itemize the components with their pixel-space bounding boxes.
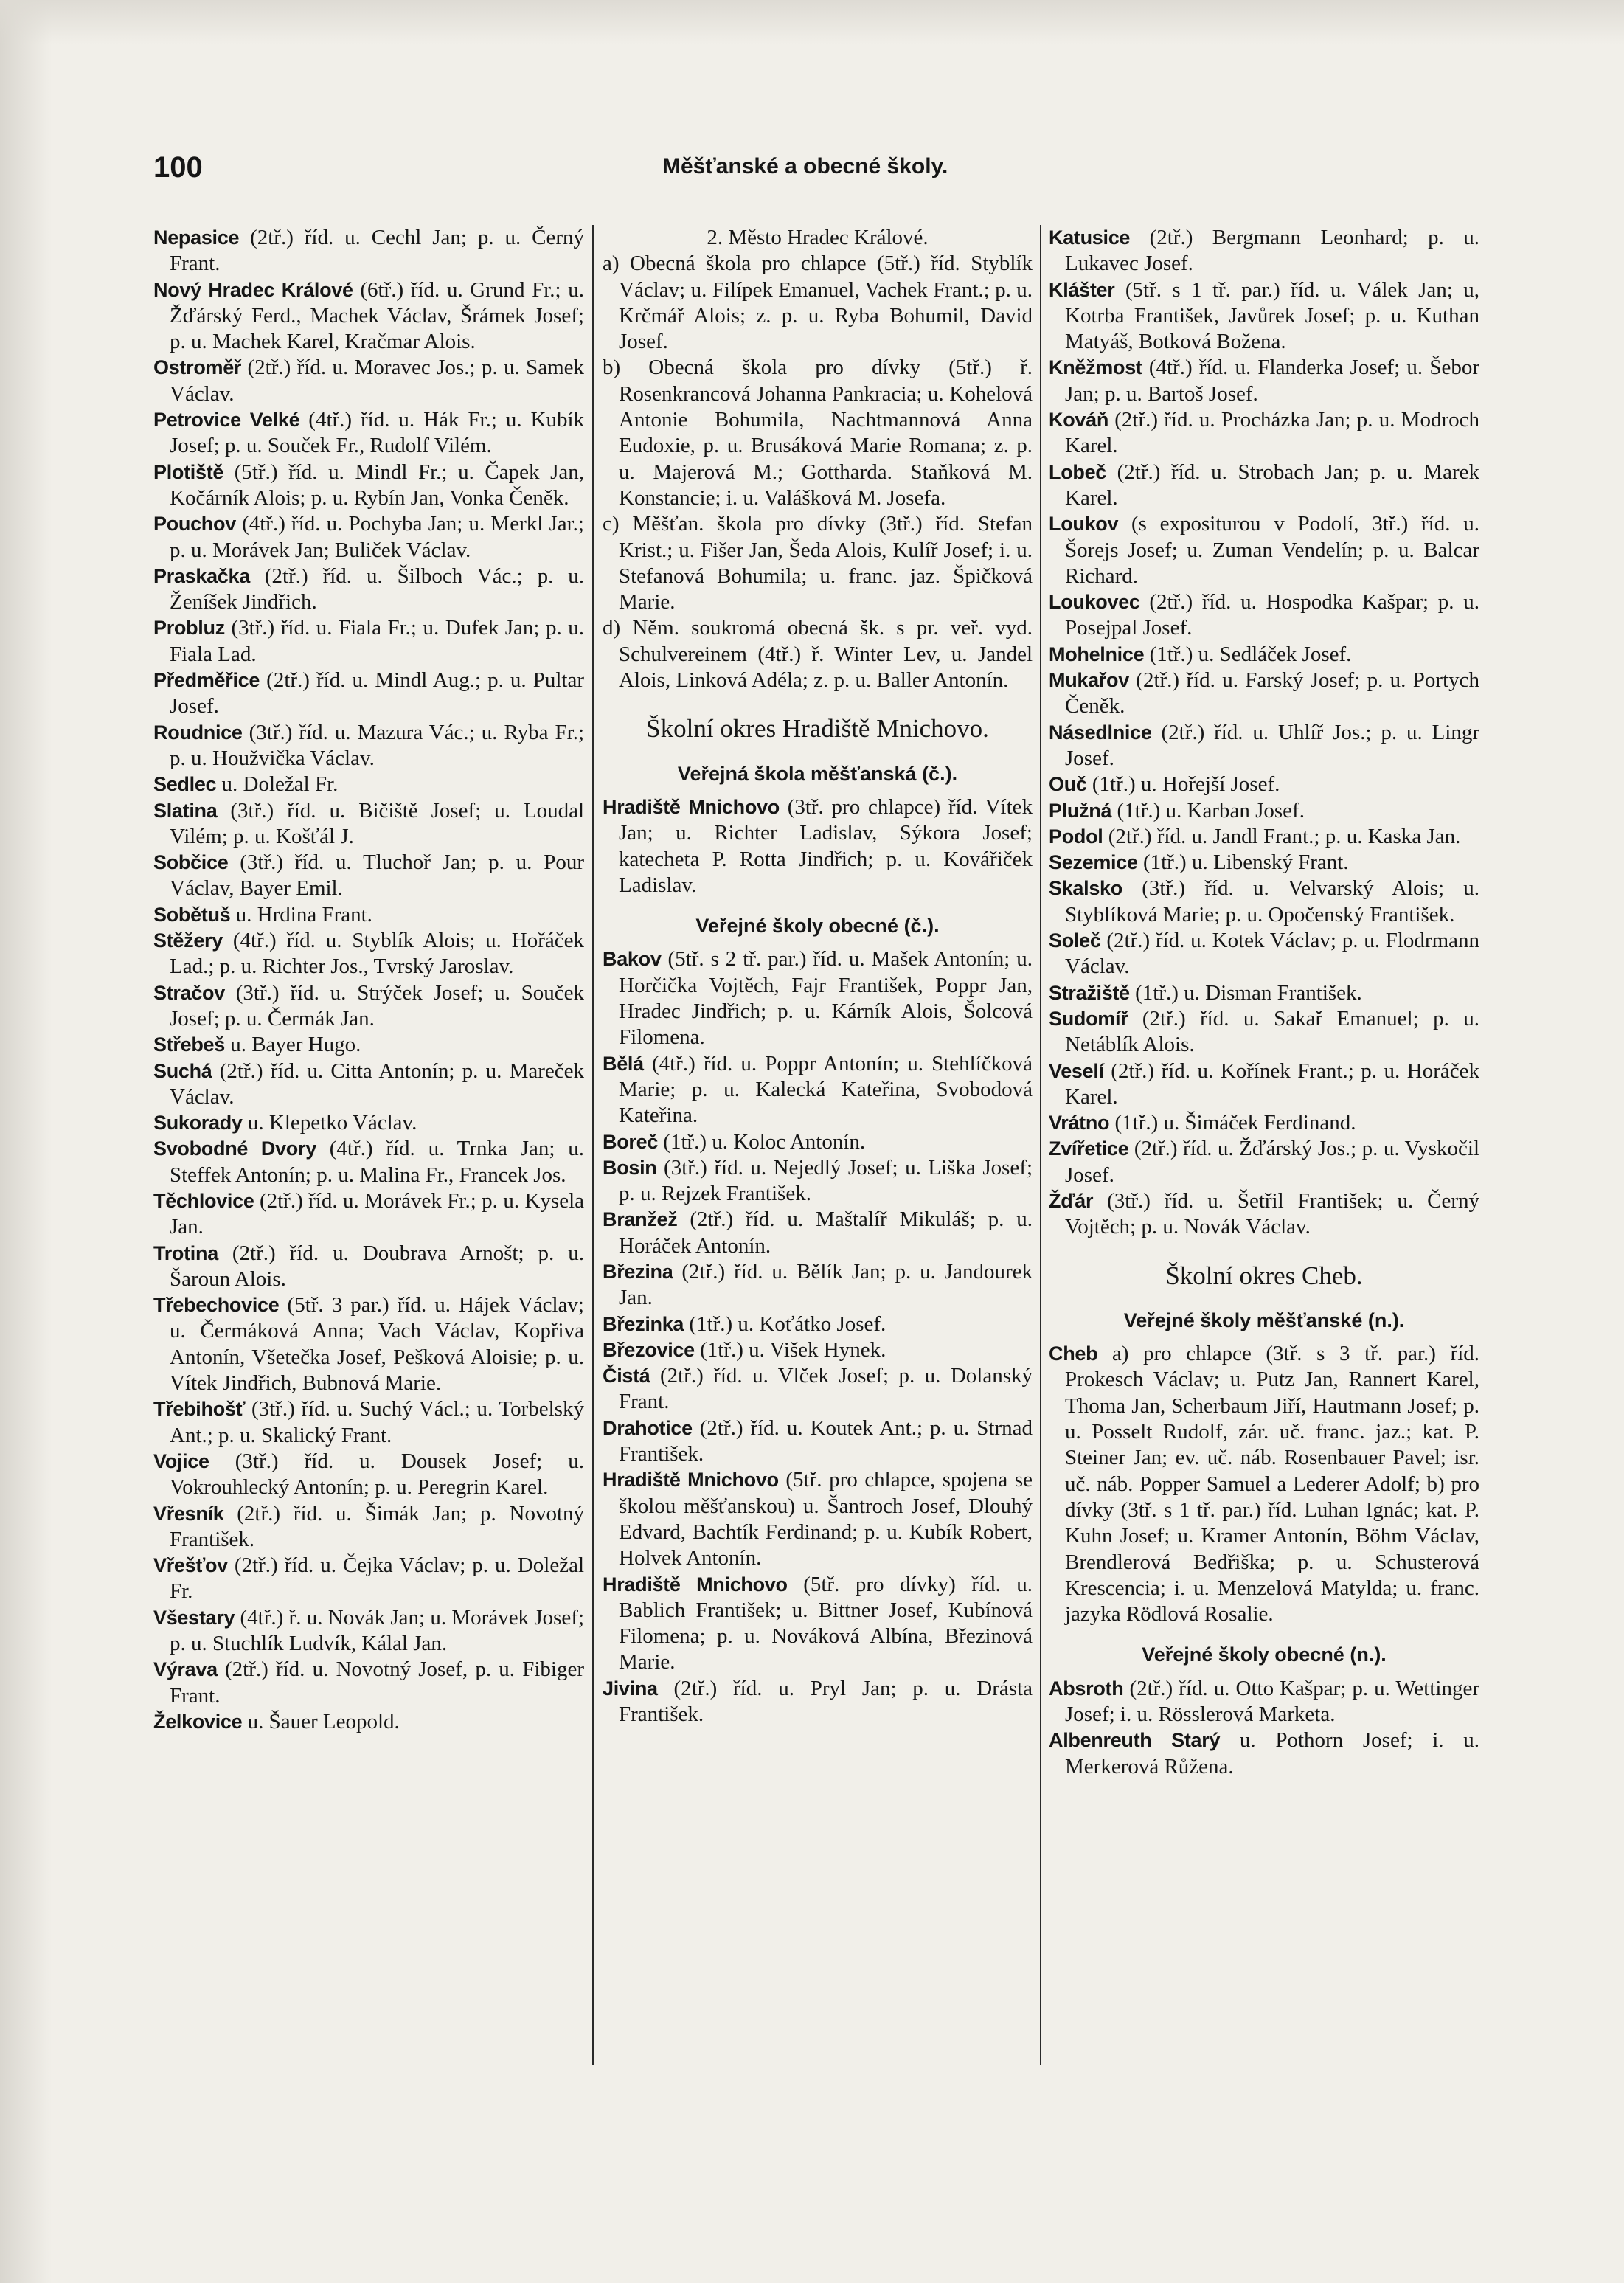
place-name: Plužná	[1049, 799, 1112, 822]
column-rule-right	[1040, 225, 1041, 2065]
place-name: Třebechovice	[153, 1294, 280, 1317]
place-name: Hradiště Mnichovo	[603, 1573, 788, 1596]
entry-text: (1tř.) u. Libenský Frant.	[1142, 851, 1349, 875]
city-school-list	[603, 251, 1033, 693]
school-entry	[1049, 1059, 1479, 1111]
entry-text: (2tř.) říd. u. Čejka Václav; p. u. Doležal Fr.	[170, 1553, 585, 1604]
school-entry	[153, 1110, 584, 1136]
entry-text: (2tř.) říd. u. Pryl Jan; p. u. Drásta František.	[619, 1676, 1033, 1727]
place-name: Probluz	[153, 617, 225, 640]
spacer	[603, 898, 1033, 907]
school-entry	[1049, 1110, 1479, 1136]
place-name: Těchlovice	[153, 1189, 254, 1212]
entry-text: (3tř.) říd. u. Fiala Fr.; u. Dufek Jan; p. u. Fiala Lad.	[170, 616, 584, 666]
school-entry	[153, 798, 584, 851]
place-name: Albenreuth Starý	[1049, 1729, 1221, 1752]
school-entry	[603, 1676, 1033, 1728]
place-name: Soleč	[1049, 929, 1101, 952]
school-entry	[153, 615, 584, 668]
place-name: Vojice	[153, 1449, 209, 1472]
general-school-list	[1049, 1676, 1479, 1780]
school-entry	[153, 225, 584, 277]
burgher-school-list	[603, 794, 1033, 898]
place-name: Pouchov	[153, 513, 236, 536]
place-name: Zvířetice	[1049, 1137, 1129, 1160]
school-entry	[1049, 225, 1479, 277]
entry-text: a) pro chlapce (3tř. s 3 tř. par.) říd. Prokesch Václav; u. Putz Jan, Rannert Karel, Thoma Jan, Scherbaum Jiří, Hautmann Josef; p. u. Posselt Rudolf, zár. uč. franc. jaz.; kat. P. Steiner Jan; ev. uč. náb. Rosenbauer Pavel; isr. uč. náb. Popper Samuel a Lederer Adolf; b) pro dívky (3tř. s 1 tř. par.) říd. Luhan Ignác; kat. P. Kuhn Josef; u. Kramer Antonín, Böhm Václav, Brendlerová Bedřiška; p. u. Schusterová Krescencia; i. u. Menzelová Matylda; u. franc. jazyka Rödlová Rosalie.	[1065, 1342, 1480, 1626]
entry-text: (4tř.) říd. u. Pochyba Jan; u. Merkl Jar.; p. u. Morávek Jan; Buliček Václav.	[170, 512, 584, 562]
school-entry	[153, 1449, 584, 1501]
entry-text: (3tř.) říd. u. Dousek Josef; u. Vokrouhlecký Antonín; p. u. Peregrin Karel.	[170, 1449, 584, 1500]
school-entry	[153, 1605, 584, 1657]
general-school-list	[1049, 225, 1479, 1241]
entry-text: (6tř.) říd. u. Grund Fr.; u. Žďárský Ferd., Machek Václav, Šrámek Josef; p. u. Machek Karel, Kračmar Alois.	[170, 277, 584, 354]
entry-text: (5tř. pro dívky) říd. u. Bablich František; u. Bittner Josef, Kubínová Filomena; p. u. Nováková Albína, Březinová Marie.	[619, 1572, 1033, 1674]
school-entry	[1049, 589, 1479, 642]
page-number: 100	[153, 151, 203, 184]
school-entry	[1049, 1006, 1479, 1059]
place-name: Suchá	[153, 1059, 212, 1082]
school-entry	[603, 1051, 1033, 1129]
entry-text: (5tř. 3 par.) říd. u. Hájek Václav; u. Čermáková Anna; Vach Václav, Kopřiva Antonín, Všetečka Josef, Pešková Aloisie; p. u. Vítek Jindřich, Bubnová Marie.	[170, 1293, 584, 1396]
city-school-item: c) Měšťan. škola pro dívky (3tř.) říd. Stefan Krist.; u. Fišer Jan, Šeda Alois, Kulíř Josef; i. u. Stefanová Bohumila; u. franc. jaz. Špičková Marie.	[603, 512, 1033, 614]
school-entry	[1049, 355, 1479, 407]
entry-text: (2tř.) říd. u. Strobach Jan; p. u. Marek Karel.	[1065, 460, 1479, 510]
place-name: Žďár	[1049, 1189, 1094, 1212]
school-entry	[153, 1188, 584, 1241]
place-name: Stračov	[153, 981, 225, 1004]
column-rule-left	[592, 225, 594, 2065]
entry-text: (1tř.) u. Šimáček Ferdinand.	[1114, 1111, 1356, 1135]
entry-text: (3tř.) říd. u. Mazura Vác.; u. Ryba Fr.; p. u. Houžvička Václav.	[170, 720, 584, 770]
school-entry	[153, 980, 584, 1033]
entry-text: (2tř.) Bergmann Leonhard; p. u. Lukavec Josef.	[1065, 226, 1479, 276]
entry-text: (2tř.) říd. u. Otto Kašpar; p. u. Wettinger Josef; i. u. Rösslerová Marketa.	[1065, 1676, 1479, 1727]
entry-text: (1tř.) u. Disman František.	[1135, 980, 1362, 1005]
entry-text: (3tř.) říd. u. Bičiště Josef; u. Loudal Vilém; p. u. Košťál J.	[170, 798, 585, 848]
place-name: Klášter	[1049, 278, 1115, 301]
school-entry	[153, 460, 584, 512]
school-entry	[603, 946, 1033, 1050]
general-school-heading: Veřejné školy obecné (č.).	[695, 915, 940, 938]
entry-text: (2tř.) říd. u. Farský Josef; p. u. Portych Čeněk.	[1065, 668, 1479, 718]
place-name: Předměřice	[153, 669, 260, 692]
entry-text: (2tř.) říd. u. Žďárský Jos.; p. u. Vyskočil Josef.	[1065, 1137, 1480, 1187]
entry-text: (1tř.) u. Sedláček Josef.	[1149, 642, 1352, 666]
place-name: Sezemice	[1049, 851, 1138, 874]
school-entry	[1049, 460, 1479, 512]
entry-text: (3tř.) říd. u. Velvarský Alois; u. Styblíková Marie; p. u. Opočenský František.	[1065, 876, 1480, 926]
school-entry	[1049, 1728, 1479, 1780]
entry-text: (3tř.) říd. u. Tluchoř Jan; p. u. Pour Václav, Bayer Emil.	[170, 851, 585, 901]
entry-text: (3tř.) říd. u. Suchý Václ.; u. Torbelský Ant.; p. u. Skalický Frant.	[170, 1397, 585, 1447]
place-name: Čistá	[603, 1365, 650, 1388]
place-name: Praskačka	[153, 564, 250, 587]
entry-text: u. Doležal Fr.	[221, 772, 339, 797]
place-name: Sobčice	[153, 851, 229, 874]
entry-text: (1tř.) u. Hořejší Josef.	[1092, 772, 1280, 797]
entry-text: (4tř.) říd. u. Styblík Alois; u. Hořáček Lad.; p. u. Richter Jos., Tvrský Jaroslav.	[170, 929, 585, 979]
entry-text: (2tř.) říd. u. Sakař Emanuel; p. u. Netáblík Alois.	[1065, 1006, 1479, 1057]
entry-text: (s expositurou v Podolí, 3tř.) říd. u. Šorejs Josef; u. Zuman Vendelín; p. u. Balcar Richard.	[1065, 512, 1480, 588]
entry-text: (3tř.) říd. u. Strýček Josef; u. Souček Josef; p. u. Čermák Jan.	[170, 980, 584, 1030]
entry-text: (2tř.) říd. u. Kořínek Frant.; p. u. Horáček Karel.	[1065, 1059, 1479, 1109]
place-name: Výrava	[153, 1658, 218, 1681]
general-school-list	[603, 946, 1033, 1728]
place-name: Bělá	[603, 1052, 644, 1075]
school-entry	[153, 564, 584, 616]
entry-text: (4tř.) ř. u. Novák Jan; u. Morávek Josef; p. u. Stuchlík Ludvík, Kálal Jan.	[170, 1605, 584, 1656]
place-name: Nový Hradec Králové	[153, 278, 353, 301]
place-name: Bakov	[603, 948, 662, 971]
entry-text: (4tř.) říd. u. Hák Fr.; u. Kubík Josef; p. u. Souček Fr., Rudolf Vilém.	[170, 408, 585, 458]
school-entry	[153, 355, 584, 407]
school-entry	[153, 850, 584, 902]
place-name: Nepasice	[153, 226, 240, 249]
place-name: Všestary	[153, 1606, 235, 1629]
school-entry	[153, 1396, 584, 1449]
place-name: Lobeč	[1049, 460, 1107, 483]
entry-text: u. Pothorn Josef; i. u. Merkerová Růžena.	[1065, 1728, 1480, 1778]
entry-text: (2tř.) říd. u. Moravec Jos.; p. u. Samek Václav.	[170, 356, 584, 406]
place-name: Ouč	[1049, 773, 1087, 796]
school-entry	[153, 1032, 584, 1058]
entry-text: (2tř.) říd. u. Procházka Jan; p. u. Modroch Karel.	[1065, 408, 1480, 458]
entry-text: (1tř.) u. Koloc Antonín.	[663, 1129, 866, 1154]
school-entry	[153, 902, 584, 928]
place-name: Slatina	[153, 799, 218, 822]
school-entry	[1049, 1676, 1479, 1728]
place-name: Sobětuš	[153, 903, 231, 926]
place-name: Bosin	[603, 1156, 657, 1179]
place-name: Březinka	[603, 1312, 684, 1335]
place-name: Hradiště Mnichovo	[603, 1469, 779, 1492]
entry-text: (2tř.) říd. u. Jandl Frant.; p. u. Kaska Jan.	[1108, 824, 1461, 848]
school-entry	[1049, 720, 1479, 772]
place-name: Mohelnice	[1049, 642, 1145, 665]
entry-text: (2tř.) říd. u. Šilboch Vác.; p. u. Ženíšek Jindřich.	[170, 564, 585, 614]
place-name: Ostroměř	[153, 356, 242, 379]
school-entry	[153, 1241, 584, 1293]
school-entry	[153, 1501, 584, 1553]
entry-text: (5tř.) říd. u. Mindl Fr.; u. Čapek Jan, Kočárník Alois; p. u. Rybín Jan, Vonka Čeněk.	[170, 460, 584, 510]
burgher-school-list	[1049, 1341, 1479, 1627]
school-entry	[153, 772, 584, 797]
place-name: Loukovec	[1049, 591, 1140, 614]
page-shadow-top	[0, 0, 1624, 44]
school-entry	[1049, 772, 1479, 797]
school-entry	[1049, 511, 1479, 589]
place-name: Roudnice	[153, 721, 243, 744]
page-shadow-left	[0, 0, 52, 2283]
school-entry	[153, 668, 584, 720]
school-entry	[1049, 1188, 1479, 1241]
school-entry	[603, 1416, 1033, 1468]
school-entry	[603, 1129, 1033, 1155]
school-entry	[603, 1572, 1033, 1676]
school-entry	[153, 1292, 584, 1396]
place-name: Plotiště	[153, 460, 224, 483]
school-entry	[1049, 824, 1479, 850]
place-name: Skalsko	[1049, 877, 1122, 900]
entry-text: (5tř. s 1 tř. par.) říd. u. Válek Jan; u, Kotrba František, Javůrek Josef; p. u. Kuthan Matyáš, Botková Božena.	[1065, 277, 1480, 354]
place-name: Vřesník	[153, 1502, 224, 1525]
place-name: Katusice	[1049, 226, 1131, 249]
place-name: Petrovice Velké	[153, 409, 300, 432]
school-entry	[1049, 876, 1479, 928]
entry-text: (2tř.) říd. u. Šimák Jan; p. Novotný František.	[170, 1501, 584, 1551]
city-heading: 2. Město Hradec Králové.	[707, 226, 929, 249]
spacer	[1049, 1627, 1479, 1636]
entry-text: (4tř.) říd. u. Trnka Jan; u. Steffek Antonín; p. u. Malina Fr., Francek Jos.	[170, 1137, 584, 1187]
school-entry	[1049, 1136, 1479, 1188]
city-school-item: a) Obecná škola pro chlapce (5tř.) říd. Styblík Václav; u. Filípek Emanuel, Vachek Frant.; p. u. Krčmář Alois; z. p. u. Ryba Bohumil, David Josef.	[603, 252, 1033, 354]
entry-text: (2tř.) říd. u. Citta Antonín; p. u. Mareček Václav.	[170, 1059, 585, 1109]
school-entry	[1049, 407, 1479, 460]
school-entry	[153, 511, 584, 564]
place-name: Vrátno	[1049, 1112, 1110, 1134]
entry-text: (3tř.) říd. u. Šetřil František; u. Černý Vojtěch; p. u. Novák Václav.	[1065, 1188, 1479, 1239]
entry-text: u. Bayer Hugo.	[230, 1033, 361, 1057]
school-entry	[603, 1363, 1033, 1416]
entry-text: (2tř.) říd. u. Hospodka Kašpar; p. u. Posejpal Josef.	[1065, 590, 1480, 640]
school-entry	[603, 794, 1033, 898]
school-entry	[1049, 928, 1479, 980]
school-entry	[153, 1709, 584, 1735]
place-name: Drahotice	[603, 1416, 693, 1439]
school-entry	[1049, 798, 1479, 824]
general-school-heading: Veřejné školy obecné (n.).	[1142, 1643, 1387, 1666]
burgher-school-heading: Veřejné školy měšťanské (n.).	[1123, 1309, 1405, 1331]
school-entry	[153, 1553, 584, 1605]
place-name: Jivina	[603, 1677, 658, 1700]
place-name: Březina	[603, 1260, 673, 1283]
place-name: Březovice	[603, 1338, 695, 1361]
entry-text: (2tř.) říd. u. Maštalíř Mikuláš; p. u. Horáček Antonín.	[619, 1208, 1033, 1258]
place-name: Svobodné Dvory	[153, 1137, 316, 1160]
entry-text: (3tř.) říd. u. Nejedlý Josef; u. Liška Josef; p. u. Rejzek František.	[619, 1155, 1033, 1206]
place-name: Boreč	[603, 1130, 659, 1153]
entry-text: u. Klepetko Václav.	[247, 1111, 417, 1135]
place-name: Třebihošť	[153, 1398, 246, 1421]
place-name: Želkovice	[153, 1710, 243, 1733]
place-name: Absroth	[1049, 1677, 1124, 1700]
place-name: Sudomíř	[1049, 1007, 1128, 1030]
entry-text: (1tř.) u. Višek Hynek.	[700, 1337, 886, 1362]
place-name: Násedlnice	[1049, 721, 1152, 744]
place-name: Sedlec	[153, 773, 217, 796]
school-entry	[153, 1059, 584, 1111]
entry-text: u. Šauer Leopold.	[247, 1709, 400, 1733]
school-entry	[603, 1155, 1033, 1208]
city-school-item: d) Něm. soukromá obecná šk. s pr. veř. vyd. Schulvereinem (4tř.) ř. Winter Lev, u. Jandel Alois, Linková Adéla; z. p. u. Baller Antonín.	[603, 616, 1033, 693]
entry-text: (2tř.) říd. u. Cechl Jan; p. u. Černý Frant.	[170, 226, 584, 276]
entry-text: (2tř.) říd. u. Bělík Jan; p. u. Jandourek Jan.	[619, 1259, 1033, 1310]
place-name: Branžež	[603, 1208, 678, 1231]
column-1	[153, 225, 584, 1735]
entry-text: (5tř. s 2 tř. par.) říd. u. Mašek Antonín; u. Horčička Vojtěch, Fajr František, Poppr Jan, Hradec Jindřich; p. u. Kárník Alois, Šolcová Filomena.	[619, 947, 1033, 1050]
entry-text: (2tř.) říd. u. Novotný Josef, p. u. Fibiger Frant.	[170, 1657, 584, 1708]
entry-text: (2tř.) říd. u. Uhlíř Jos.; p. u. Lingr Josef.	[1065, 720, 1480, 770]
place-name: Loukov	[1049, 513, 1119, 536]
place-name: Kováň	[1049, 409, 1109, 432]
city-school-item: b) Obecná škola pro dívky (5tř.) ř. Rosenkrancová Johanna Pankracia; u. Kohelová Antonie Bohumila, Nachtmannová Anna Eudoxie, p. u. Brusáková Marie Romana; z. p. u. Majerová M.; Gottharda. Staňková M. Konstancie; i. u. Valášková M. Josefa.	[603, 356, 1033, 510]
entry-text: (2tř.) říd. u. Mindl Aug.; p. u. Pultar Josef.	[170, 668, 584, 718]
place-name: Stražiště	[1049, 981, 1130, 1004]
place-name: Mukařov	[1049, 669, 1129, 692]
place-name: Vřešťov	[153, 1554, 228, 1577]
place-name: Hradiště Mnichovo	[603, 795, 780, 818]
entry-text: (3tř. pro chlapce) říd. Vítek Jan; u. Richter Ladislav, Sýkora Josef; katecheta P. Rotta Jindřich; p. u. Kovářiček Ladislav.	[619, 794, 1033, 897]
page-header	[153, 151, 987, 195]
school-entry	[603, 1467, 1033, 1571]
entry-text: (4tř.) říd. u. Flanderka Josef; u. Šebor Jan; p. u. Bartoš Josef.	[1065, 356, 1480, 406]
entry-text: (5tř. pro chlapce, spojena se školou měšťanskou) u. Šantroch Josef, Dlouhý Edvard, Bachtík Ferdinand; p. u. Kubík Robert, Holvek Antonín.	[619, 1468, 1033, 1570]
place-name: Kněžmost	[1049, 356, 1142, 379]
school-entry	[1049, 277, 1479, 356]
place-name: Cheb	[1049, 1343, 1098, 1365]
burgher-school-heading: Veřejná škola měšťanská (č.).	[677, 762, 958, 785]
school-entry	[153, 407, 584, 460]
entry-text: (2tř.) říd. u. Koutek Ant.; p. u. Strnad František.	[619, 1416, 1033, 1466]
entry-text: (2tř.) říd. u. Doubrava Arnošt; p. u. Šaroun Alois.	[170, 1241, 584, 1291]
column-3	[1049, 225, 1479, 1780]
school-entry	[1049, 1341, 1479, 1627]
entry-text: (2tř.) říd. u. Morávek Fr.; p. u. Kysela Jan.	[170, 1188, 584, 1239]
column-2	[603, 225, 1033, 1728]
school-entry	[603, 1259, 1033, 1312]
school-entry	[1049, 642, 1479, 668]
school-entry	[1049, 980, 1479, 1006]
school-entry	[153, 277, 584, 356]
entry-text: (2tř.) říd. u. Kotek Václav; p. u. Flodrmann Václav.	[1065, 929, 1479, 979]
district-heading-hradiste: Školní okres Hradiště Mnichovo.	[646, 714, 989, 744]
place-name: Sukorady	[153, 1112, 243, 1134]
entry-text: (1tř.) u. Koťátko Josef.	[689, 1312, 886, 1336]
school-entry	[153, 720, 584, 772]
entry-text: (4tř.) říd. u. Poppr Antonín; u. Stehlíčková Marie; p. u. Kalecká Kateřina, Svobodová Kateřina.	[619, 1051, 1033, 1128]
place-name: Trotina	[153, 1241, 218, 1264]
place-name: Podol	[1049, 825, 1103, 848]
entry-text: u. Hrdina Frant.	[235, 902, 372, 926]
entry-text: (2tř.) říd. u. Vlček Josef; p. u. Dolanský Frant.	[619, 1364, 1033, 1414]
entry-text: (1tř.) u. Karban Josef.	[1117, 798, 1305, 822]
school-entry	[153, 1136, 584, 1188]
school-entry	[153, 928, 584, 980]
place-name: Střebeš	[153, 1033, 225, 1056]
place-name: Veselí	[1049, 1059, 1104, 1082]
school-entry	[153, 1657, 584, 1709]
school-entry	[603, 1312, 1033, 1337]
place-name: Stěžery	[153, 929, 223, 952]
school-entry	[1049, 850, 1479, 876]
school-entry	[603, 1337, 1033, 1363]
running-title: Měšťanské a obecné školy.	[662, 154, 948, 179]
school-entry	[603, 1207, 1033, 1259]
school-entry	[1049, 668, 1479, 720]
district-heading-cheb: Školní okres Cheb.	[1165, 1261, 1363, 1290]
